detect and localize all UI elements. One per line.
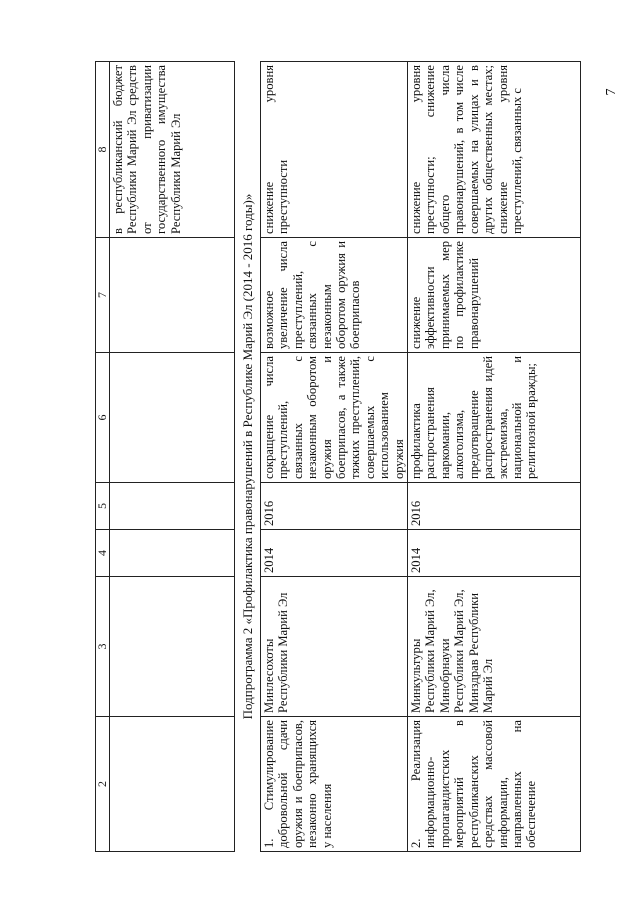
cell-expected-result: профилактика распространения наркомании, алкоголизма, предотвращение распространения идей экстремизма, национальной и религиозной вражды; bbox=[408, 353, 581, 483]
subprogram-title: Подпрограмма 2 «Профилактика правонарушений в Республике Марий Эл (2014 - 2016 годы)» bbox=[235, 62, 261, 852]
cell-executor: Минкультуры Республики Марий Эл, Минобрнауки Республики Марий Эл, Минздрав Республики Марий Эл bbox=[408, 577, 581, 717]
cell-consequence: снижение эффективности принимаемых мер по профилактике правонарушений bbox=[408, 238, 581, 353]
cell-empty bbox=[110, 238, 235, 353]
cell-indicator: снижение уровня преступности bbox=[261, 62, 408, 238]
rotated-table-sheet bbox=[95, 62, 605, 852]
cell-executor: Минлесохоты Республики Марий Эл bbox=[261, 577, 408, 717]
cell-start-year: 2014 bbox=[261, 530, 408, 577]
cell-expected-result: сокращение числа преступлений, связанных с незаконным оборотом оружия и боеприпасов, а также тяжких преступлений, совершаемых с использованием оружия bbox=[261, 353, 408, 483]
table-row bbox=[261, 62, 408, 852]
header-col-6: 6 bbox=[96, 353, 110, 483]
cell-measure-name bbox=[261, 717, 408, 852]
header-col-5: 5 bbox=[96, 483, 110, 530]
cell-start-year: 2014 bbox=[408, 530, 581, 577]
header-col-3: 3 bbox=[96, 577, 110, 717]
cell-measure-name bbox=[408, 717, 581, 852]
page-number: 7 bbox=[604, 88, 619, 96]
header-col-4: 4 bbox=[96, 530, 110, 577]
cell-empty bbox=[110, 577, 235, 717]
header-col-2: 2 bbox=[96, 717, 110, 852]
cell-consequence: возможное увеличение числа преступлений, связанных с незаконным оборотом оружия и боеприпасов bbox=[261, 238, 408, 353]
measure-name-text: Реализация информационно-пропагандистских мероприятий в республиканских средствах массовой информации, направленных на обеспечение bbox=[409, 720, 539, 848]
continuation-row bbox=[110, 62, 235, 852]
subprogram-row bbox=[235, 62, 261, 852]
cell-empty bbox=[110, 717, 235, 852]
cell-end-year: 2016 bbox=[408, 483, 581, 530]
header-col-7: 7 bbox=[96, 238, 110, 353]
cell-empty bbox=[110, 353, 235, 483]
header-row bbox=[96, 62, 110, 852]
cell-end-year: 2016 bbox=[261, 483, 408, 530]
cell-empty bbox=[110, 530, 235, 577]
program-table bbox=[95, 61, 581, 852]
row-number: 1. bbox=[262, 838, 276, 848]
cell-indicator: снижение уровня преступности; снижение общего числа правонарушений, в том числе совершаемых на улицах и в других общественных местах; снижение уровня преступлений, связанных с bbox=[408, 62, 581, 238]
header-col-8: 8 bbox=[96, 62, 110, 238]
row-number: 2. bbox=[409, 838, 424, 848]
cell-indicator: в республиканский бюджет Республики Марий Эл средств от приватизации государственного имущества Республики Марий Эл bbox=[110, 62, 235, 238]
cell-empty bbox=[110, 483, 235, 530]
measure-name-text: Стимулирование добровольной сдачи оружия и боеприпасов, незаконно хранящихся у населения bbox=[262, 720, 334, 848]
table-row bbox=[408, 62, 581, 852]
